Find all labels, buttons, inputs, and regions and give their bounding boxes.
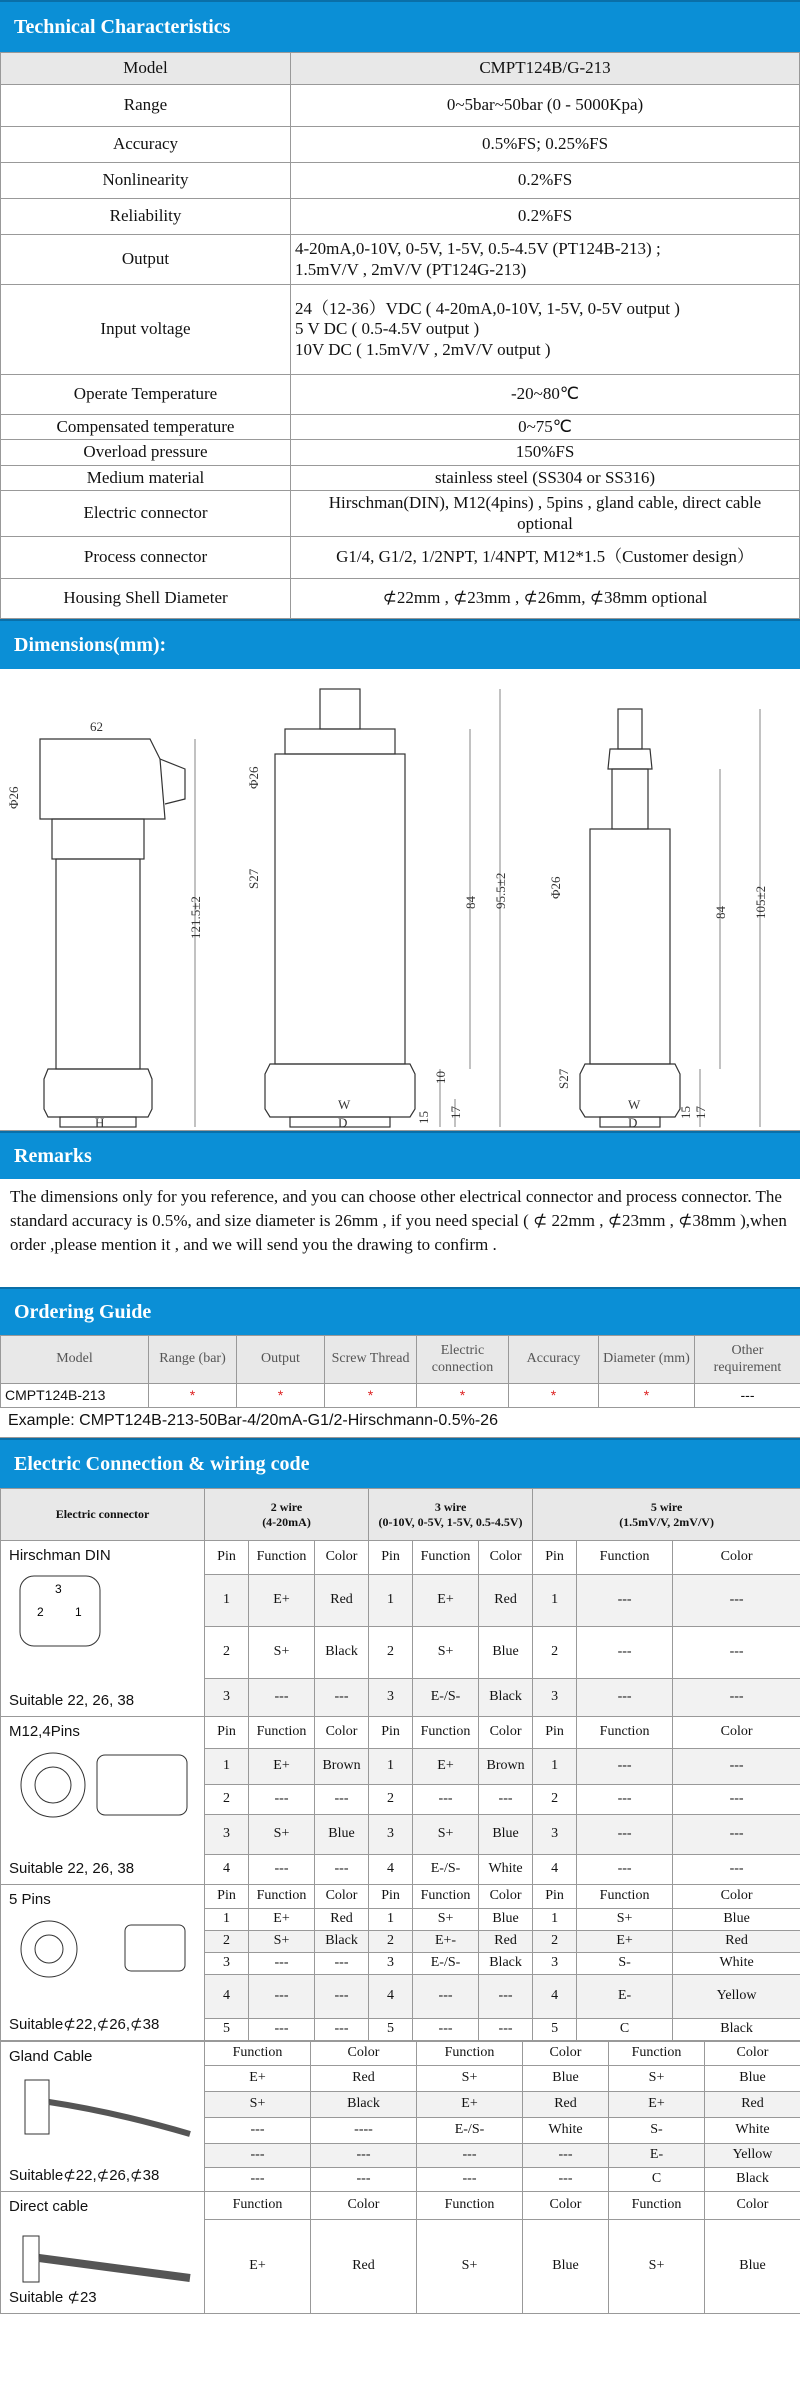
cell: S+ [249, 1815, 315, 1855]
cell: S- [609, 2118, 705, 2144]
cell: --- [249, 2019, 315, 2041]
function-header: Function [417, 2192, 523, 2220]
function-header: Function [577, 1541, 673, 1575]
cell: --- [249, 1855, 315, 1885]
cell: --- [673, 1785, 800, 1815]
cell: S+ [205, 2092, 311, 2118]
cell: 2 [205, 1627, 249, 1679]
cell: 1 [533, 1909, 577, 1931]
connector-suitable: Suitable⊄22,⊄26,⊄38 [9, 2016, 160, 2034]
tech-value: 0.2%FS [291, 163, 800, 199]
cell: E+ [417, 2092, 523, 2118]
cell: Blue [479, 1815, 533, 1855]
color-header: Color [315, 1541, 369, 1575]
cell: E+- [413, 1931, 479, 1953]
ordering-cell: * [237, 1384, 325, 1408]
color-header: Color [673, 1541, 800, 1575]
pin-header: Pin [369, 1885, 413, 1909]
cell: E-/S- [413, 1679, 479, 1717]
ordering-table [0, 1335, 800, 1408]
cell: 1 [369, 1749, 413, 1785]
cell: --- [417, 2144, 523, 2168]
cell: E+ [205, 2220, 311, 2314]
cell: Blue [479, 1627, 533, 1679]
cell: --- [523, 2144, 609, 2168]
svg-text:2: 2 [37, 1605, 44, 1620]
color-header: Color [673, 1885, 800, 1909]
cell: --- [479, 1785, 533, 1815]
remarks-heading: Remarks [0, 1131, 800, 1179]
cell: Red [673, 1931, 800, 1953]
color-header: Color [479, 1717, 533, 1749]
color-header: Color [311, 2192, 417, 2220]
cell: --- [577, 1785, 673, 1815]
cell: Black [479, 1679, 533, 1717]
connector-name: M12,4Pins [9, 1723, 80, 1741]
wiring-heading: Electric Connection & wiring code [0, 1438, 800, 1488]
cell: 3 [533, 1953, 577, 1975]
ordering-heading: Ordering Guide [0, 1287, 800, 1335]
ordering-cell: --- [695, 1384, 800, 1408]
cell: --- [673, 1679, 800, 1717]
dimensions-drawing [0, 669, 800, 1131]
cell: Yellow [673, 1975, 800, 2019]
function-header: Function [609, 2042, 705, 2066]
connector-suitable: Suitable 22, 26, 38 [9, 1860, 135, 1878]
tech-label: Housing Shell Diameter [1, 579, 291, 619]
cell: E+ [609, 2092, 705, 2118]
cell: C [577, 2019, 673, 2041]
ordering-header: Electric connection [417, 1336, 509, 1384]
color-header: Color [479, 1885, 533, 1909]
cell: 3 [205, 1815, 249, 1855]
ordering-cell: * [509, 1384, 599, 1408]
cell: Blue [705, 2066, 800, 2092]
cell: --- [673, 1815, 800, 1855]
cell: 4 [369, 1975, 413, 2019]
color-header: Color [315, 1717, 369, 1749]
cell: E+ [249, 1749, 315, 1785]
cell: --- [413, 1785, 479, 1815]
cell: E-/S- [413, 1953, 479, 1975]
tech-value: ⊄22mm , ⊄23mm , ⊄26mm, ⊄38mm optional [291, 579, 800, 619]
connector-direct-cable [1, 2192, 205, 2314]
connector-m12 [1, 1717, 205, 1885]
cell: --- [417, 2168, 523, 2192]
wiring-table [0, 1488, 800, 2041]
dim-label: D [628, 1115, 638, 1131]
color-header: Color [315, 1885, 369, 1909]
tech-value: stainless steel (SS304 or SS316) [291, 465, 800, 490]
tech-label: Range [1, 85, 291, 127]
cell: --- [249, 1953, 315, 1975]
ordering-header: Accuracy [509, 1336, 599, 1384]
dim-label: W [628, 1097, 641, 1113]
cell: 1 [369, 1909, 413, 1931]
gland-cable-icon [15, 2072, 195, 2142]
cell: 5 [533, 2019, 577, 2041]
group-2wire: 2 wire [270, 1500, 303, 1515]
cell: --- [479, 2019, 533, 2041]
function-header: Function [249, 1541, 315, 1575]
tech-label: Input voltage [1, 285, 291, 375]
cell: Black [479, 1953, 533, 1975]
dim-label: 17 [448, 1106, 463, 1120]
tech-value: 5 V DC ( 0.5-4.5V output ) [295, 319, 480, 339]
tech-label: Reliability [1, 199, 291, 235]
cell: --- [577, 1855, 673, 1885]
dim-label: 105±2 [753, 886, 768, 920]
cell: --- [205, 2144, 311, 2168]
connector-name: Hirschman DIN [9, 1547, 111, 1565]
cell: 1 [205, 1909, 249, 1931]
cell: Red [315, 1575, 369, 1627]
cell: 5 [369, 2019, 413, 2041]
cell: S+ [417, 2066, 523, 2092]
ordering-cell: * [417, 1384, 509, 1408]
dim-label: S27 [246, 868, 261, 890]
cell: Brown [479, 1749, 533, 1785]
cell: Black [311, 2092, 417, 2118]
cell: --- [577, 1815, 673, 1855]
cell: Blue [523, 2066, 609, 2092]
cell: --- [311, 2144, 417, 2168]
cell: 1 [205, 1749, 249, 1785]
tech-value: optional [517, 513, 573, 533]
tech-label: Output [1, 235, 291, 285]
dim-label: 84 [713, 906, 728, 920]
tech-heading: Technical Characteristics [0, 0, 800, 52]
cell: --- [479, 1975, 533, 2019]
cell: Blue [673, 1909, 800, 1931]
ordering-header: Screw Thread [325, 1336, 417, 1384]
cell: White [705, 2118, 800, 2144]
wiring-col-connector: Electric connector [1, 1489, 205, 1541]
connector-suitable: Suitable ⊄23 [9, 2289, 97, 2307]
cell: 1 [369, 1575, 413, 1627]
cell: 3 [205, 1953, 249, 1975]
dimension-drawings [0, 669, 800, 1131]
ordering-example: Example: CMPT124B-213-50Bar-4/20mA-G1/2-Hirschmann-0.5%-26 [0, 1408, 800, 1438]
cell: --- [315, 1953, 369, 1975]
cell: 2 [369, 1627, 413, 1679]
tech-value: 1.5mV/V , 2mV/V (PT124G-213) [295, 259, 527, 279]
pin-header: Pin [205, 1885, 249, 1909]
hirschman-connector-icon [15, 1571, 105, 1651]
cell: S- [577, 1953, 673, 1975]
connector-suitable: Suitable 22, 26, 38 [9, 1692, 135, 1710]
connector-name: 5 Pins [9, 1891, 51, 1909]
cell: 3 [533, 1815, 577, 1855]
cell: E-/S- [417, 2118, 523, 2144]
cell: Red [315, 1909, 369, 1931]
color-header: Color [523, 2192, 609, 2220]
ordering-cell: * [325, 1384, 417, 1408]
cell: 3 [205, 1679, 249, 1717]
cell: --- [249, 1785, 315, 1815]
cell: White [673, 1953, 800, 1975]
group-2wire-sub: (4-20mA) [262, 1514, 311, 1529]
dim-label: 15 [416, 1111, 431, 1125]
tech-label: Operate Temperature [1, 375, 291, 415]
cell: --- [413, 1975, 479, 2019]
svg-text:3: 3 [55, 1582, 62, 1597]
cell: Black [705, 2168, 800, 2192]
tech-label: Compensated temperature [1, 415, 291, 440]
cell: --- [673, 1575, 800, 1627]
color-header: Color [479, 1541, 533, 1575]
connector-name: Direct cable [9, 2198, 89, 2216]
cell: 1 [205, 1575, 249, 1627]
tech-value: 0~5bar~50bar (0 - 5000Kpa) [291, 85, 800, 127]
cell: Black [673, 2019, 800, 2041]
ordering-model: CMPT124B-213 [1, 1384, 149, 1408]
remarks-text: The dimensions only for you reference, and you can choose other electrical connector and process connector. The standard accuracy is 0.5%, and size diameter is 26mm , if you need special ( ⊄ 22mm , ⊄23mm , ⊄38mm ),when order ,please mention it , and we will send you the drawing to confirm . [10, 1187, 787, 1255]
cell: 2 [533, 1931, 577, 1953]
group-3wire: 3 wire [434, 1500, 467, 1515]
dim-label: 17 [693, 1106, 708, 1120]
function-header: Function [577, 1717, 673, 1749]
connector-5pins [1, 1885, 205, 2041]
cell: S+ [417, 2220, 523, 2314]
cell: Red [311, 2066, 417, 2092]
five-pin-connector-icon [15, 1915, 195, 1985]
cell: Blue [523, 2220, 609, 2314]
cell: 4 [369, 1855, 413, 1885]
cell: C [609, 2168, 705, 2192]
cell: 2 [205, 1931, 249, 1953]
cell: 3 [369, 1953, 413, 1975]
cell: E+ [413, 1749, 479, 1785]
color-header: Color [705, 2192, 800, 2220]
dim-label: 62 [90, 719, 103, 735]
color-header: Color [311, 2042, 417, 2066]
cell: S+ [249, 1931, 315, 1953]
cell: ---- [311, 2118, 417, 2144]
group-5wire-sub: (1.5mV/V, 2mV/V) [619, 1514, 714, 1529]
cable-wiring-table [0, 2041, 800, 2314]
ordering-header: Diameter (mm) [599, 1336, 695, 1384]
cell: S+ [249, 1627, 315, 1679]
cell: Black [315, 1627, 369, 1679]
tech-value: 10V DC ( 1.5mV/V , 2mV/V output ) [295, 339, 551, 359]
tech-value: Hirschman(DIN), M12(4pins) , 5pins , gland cable, direct cable [328, 493, 762, 513]
ordering-header: Model [1, 1336, 149, 1384]
tech-label: Nonlinearity [1, 163, 291, 199]
cell: Red [479, 1575, 533, 1627]
cell: E- [609, 2144, 705, 2168]
tech-value: 0.2%FS [291, 199, 800, 235]
tech-label: Medium material [1, 465, 291, 490]
function-header: Function [609, 2192, 705, 2220]
cell: --- [315, 1785, 369, 1815]
cell: 2 [369, 1785, 413, 1815]
direct-cable-icon [15, 2222, 195, 2292]
cell: 4 [205, 1855, 249, 1885]
pin-header: Pin [533, 1717, 577, 1749]
cell: --- [205, 2168, 311, 2192]
ordering-header: Range (bar) [149, 1336, 237, 1384]
cell: 1 [533, 1575, 577, 1627]
tech-value: 0.5%FS; 0.25%FS [291, 127, 800, 163]
function-header: Function [249, 1717, 315, 1749]
pin-header: Pin [205, 1717, 249, 1749]
cell: --- [673, 1749, 800, 1785]
cell: 3 [369, 1815, 413, 1855]
function-header: Function [249, 1885, 315, 1909]
cell: 3 [369, 1679, 413, 1717]
cell: --- [577, 1575, 673, 1627]
group-5wire: 5 wire [650, 1500, 683, 1515]
tech-value: 4-20mA,0-10V, 0-5V, 1-5V, 0.5-4.5V (PT124B-213) ; [295, 239, 661, 259]
ordering-cell: * [149, 1384, 237, 1408]
tech-table [0, 52, 800, 619]
cell: Red [523, 2092, 609, 2118]
tech-label: Accuracy [1, 127, 291, 163]
cell: 2 [369, 1931, 413, 1953]
function-header: Function [413, 1885, 479, 1909]
pin-header: Pin [369, 1717, 413, 1749]
ordering-cell: * [599, 1384, 695, 1408]
connector-gland-cable [1, 2042, 205, 2192]
cell: 4 [533, 1975, 577, 2019]
pin-header: Pin [205, 1541, 249, 1575]
cell: 4 [533, 1855, 577, 1885]
connector-hirschman [1, 1541, 205, 1717]
cell: --- [315, 1679, 369, 1717]
cell: --- [413, 2019, 479, 2041]
ordering-header: Other requirement [695, 1336, 800, 1384]
cell: S+ [413, 1627, 479, 1679]
cell: --- [315, 2019, 369, 2041]
cell: White [523, 2118, 609, 2144]
cell: E- [577, 1975, 673, 2019]
svg-text:1: 1 [75, 1605, 82, 1620]
cell: S+ [577, 1909, 673, 1931]
tech-value: 24（12-36）VDC ( 4-20mA,0-10V, 1-5V, 0-5V output ) [295, 298, 680, 318]
cell: 4 [205, 1975, 249, 2019]
dim-label: 84 [463, 896, 478, 910]
group-3wire-sub: (0-10V, 0-5V, 1-5V, 0.5-4.5V) [378, 1514, 523, 1529]
dim-label: W [338, 1097, 351, 1113]
cell: White [479, 1855, 533, 1885]
tech-value: CMPT124B/G-213 [291, 53, 800, 85]
dim-label: D [338, 1115, 348, 1131]
cell: Black [315, 1931, 369, 1953]
function-header: Function [417, 2042, 523, 2066]
cell: --- [311, 2168, 417, 2192]
dim-label: 10 [433, 1071, 448, 1085]
cell: Brown [315, 1749, 369, 1785]
tech-value: 150%FS [291, 440, 800, 465]
cell: Blue [479, 1909, 533, 1931]
tech-value: -20~80℃ [291, 375, 800, 415]
function-header: Function [205, 2042, 311, 2066]
dimensions-heading: Dimensions(mm): [0, 619, 800, 669]
tech-label: Model [1, 53, 291, 85]
function-header: Function [413, 1541, 479, 1575]
dim-label: S27 [556, 1068, 571, 1090]
function-header: Function [577, 1885, 673, 1909]
cell: Red [705, 2092, 800, 2118]
cell: 1 [533, 1749, 577, 1785]
color-header: Color [523, 2042, 609, 2066]
cell: 2 [533, 1627, 577, 1679]
cell: --- [673, 1627, 800, 1679]
function-header: Function [413, 1717, 479, 1749]
connector-name: Gland Cable [9, 2048, 93, 2066]
function-header: Function [205, 2192, 311, 2220]
dim-label: H [95, 1115, 105, 1131]
cell: --- [249, 1975, 315, 2019]
cell: 5 [205, 2019, 249, 2041]
dim-label: Φ26 [548, 876, 563, 900]
cell: --- [673, 1855, 800, 1885]
cell: S+ [413, 1909, 479, 1931]
cell: 2 [205, 1785, 249, 1815]
tech-label: Overload pressure [1, 440, 291, 465]
tech-label: Process connector [1, 537, 291, 579]
dim-label: Φ26 [6, 786, 21, 810]
cell: Yellow [705, 2144, 800, 2168]
cell: S+ [609, 2220, 705, 2314]
cell: 3 [533, 1679, 577, 1717]
cell: Blue [705, 2220, 800, 2314]
cell: --- [577, 1627, 673, 1679]
cell: 2 [533, 1785, 577, 1815]
cell: E+ [249, 1909, 315, 1931]
cell: E+ [413, 1575, 479, 1627]
cell: --- [577, 1679, 673, 1717]
cell: E-/S- [413, 1855, 479, 1885]
connector-suitable: Suitable⊄22,⊄26,⊄38 [9, 2167, 160, 2185]
color-header: Color [705, 2042, 800, 2066]
cell: Red [479, 1931, 533, 1953]
cell: Red [311, 2220, 417, 2314]
cell: S+ [413, 1815, 479, 1855]
cell: --- [315, 1975, 369, 2019]
ordering-header: Output [237, 1336, 325, 1384]
dim-label: 121.5±2 [188, 896, 203, 940]
dim-label: 15 [678, 1106, 693, 1120]
cell: E+ [249, 1575, 315, 1627]
cell: S+ [609, 2066, 705, 2092]
dim-label: Φ26 [246, 766, 261, 790]
pin-header: Pin [533, 1885, 577, 1909]
m12-connector-icon [15, 1747, 195, 1827]
cell: E+ [205, 2066, 311, 2092]
tech-value: G1/4, G1/2, 1/2NPT, 1/4NPT, M12*1.5（Customer design） [291, 537, 800, 579]
pin-header: Pin [369, 1541, 413, 1575]
pin-header: Pin [533, 1541, 577, 1575]
tech-value: 0~75℃ [291, 415, 800, 440]
cell: E+ [577, 1931, 673, 1953]
cell: --- [205, 2118, 311, 2144]
tech-label: Electric connector [1, 491, 291, 537]
dim-label: 95.5±2 [493, 872, 508, 910]
cell: Blue [315, 1815, 369, 1855]
cell: --- [523, 2168, 609, 2192]
color-header: Color [673, 1717, 800, 1749]
cell: --- [577, 1749, 673, 1785]
cell: --- [315, 1855, 369, 1885]
cell: --- [249, 1679, 315, 1717]
